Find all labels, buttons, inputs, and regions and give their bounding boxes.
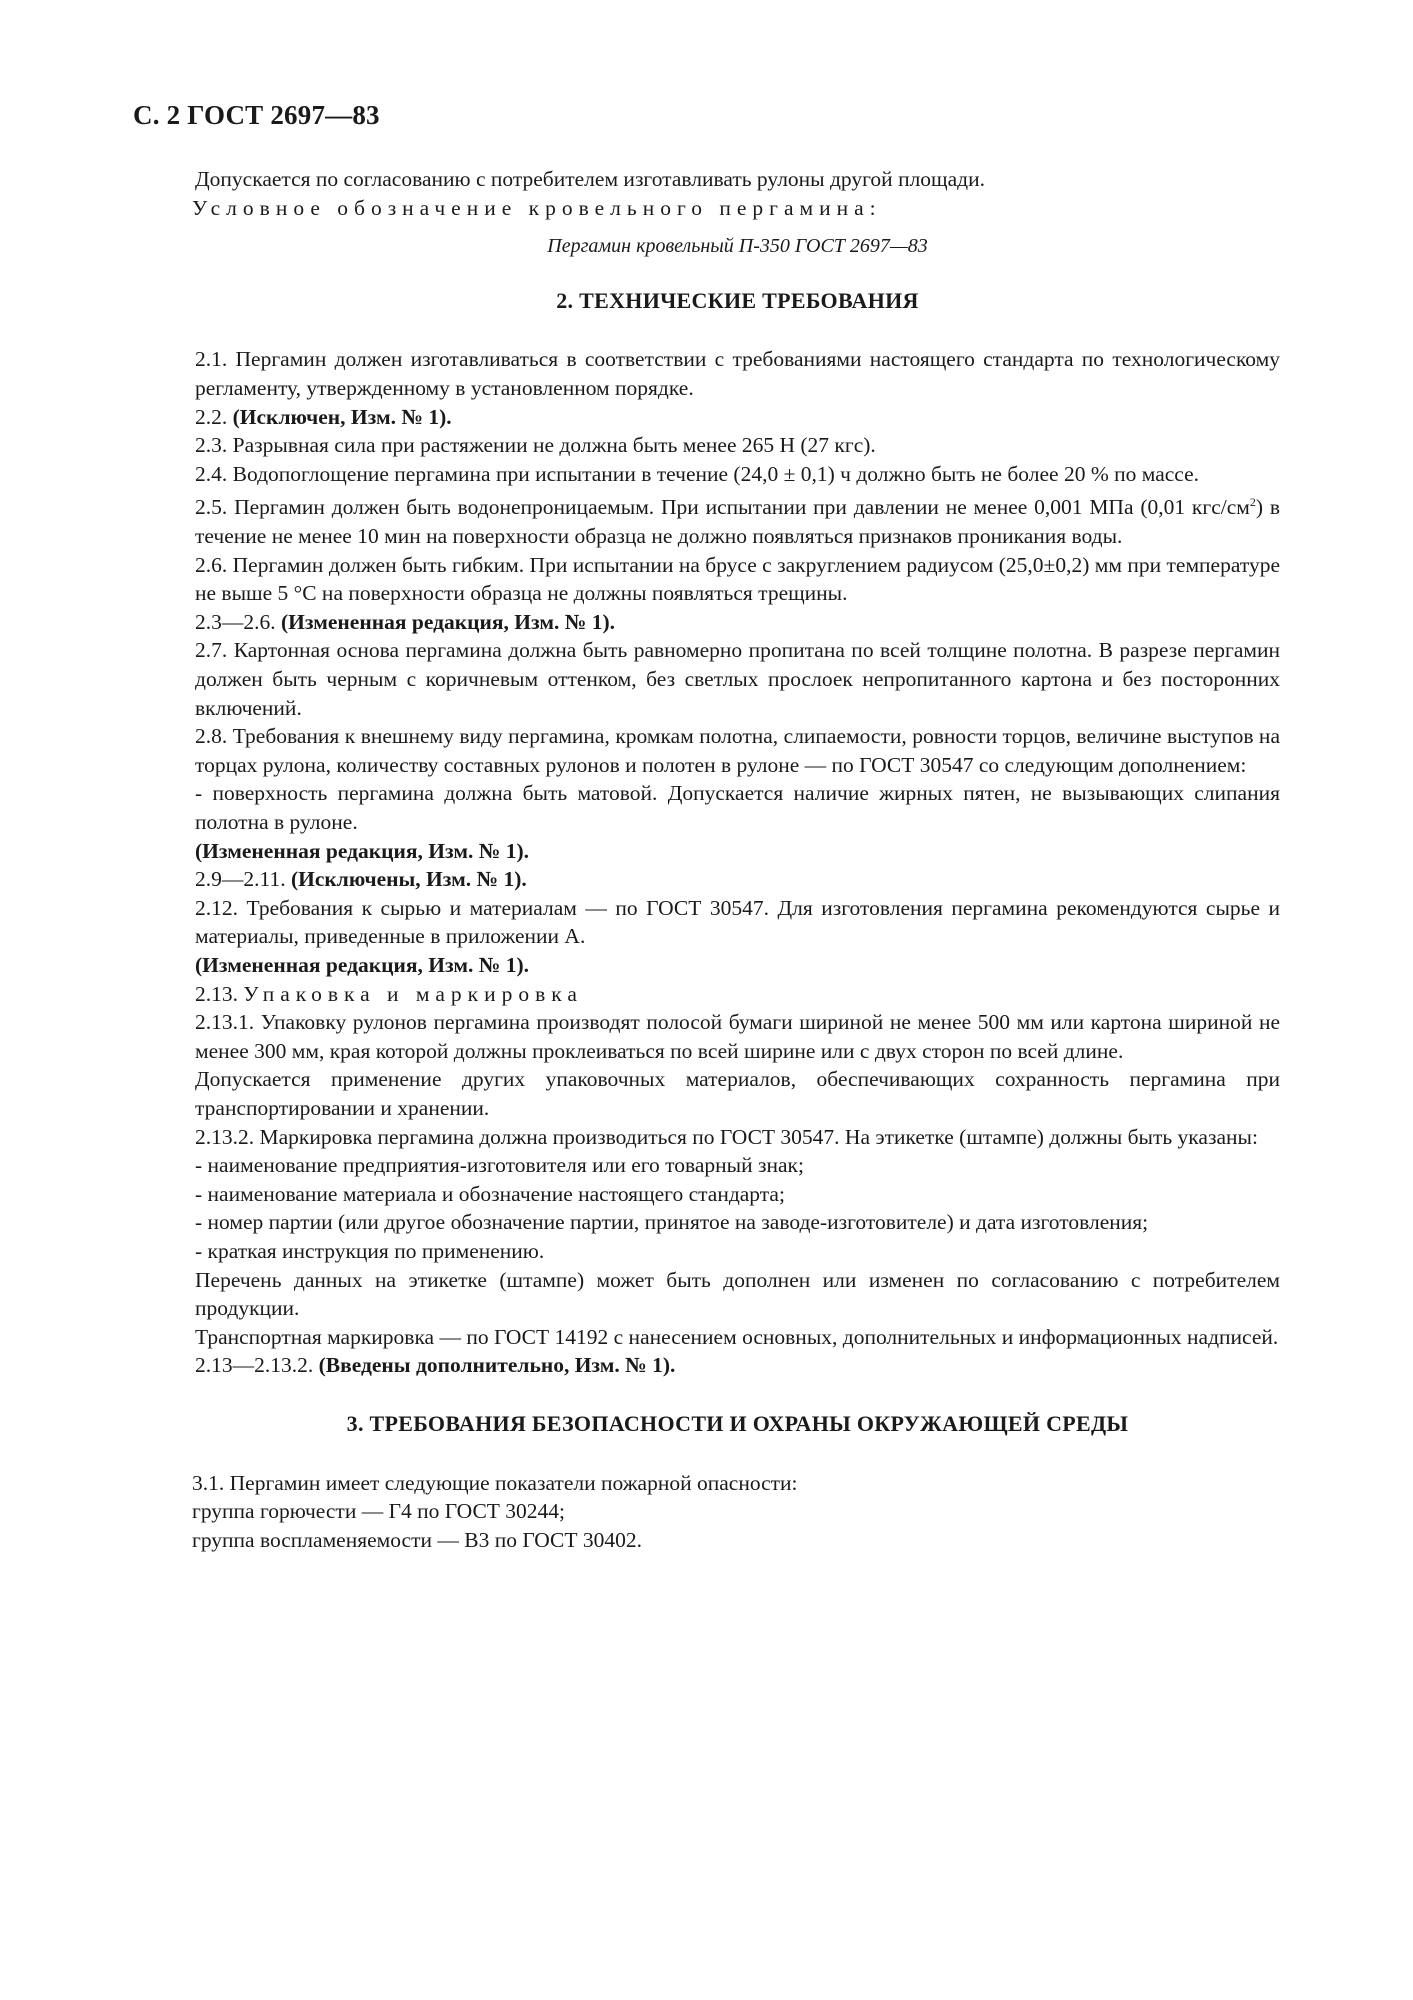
clause-2-8-item: - поверхность пергамина должна быть матовой. Допускается наличие жирных пятен, не вызывающих слипания полотна в рулоне. [195, 781, 1280, 835]
subsection-title: Упаковка и маркировка [243, 981, 583, 1006]
clause-number: 2.13—2.13.2. [195, 1353, 314, 1378]
clause-2-13-2-extra: Перечень данных на этикетке (штампе) может быть дополнен или изменен по согласованию с потребителем продукции. [195, 1267, 1280, 1321]
clause-2-1: 2.1. Пергамин должен изготавливаться в соответствии с требованиями настоящего стандарта по технологическому регламенту, утвержденному в установленном порядке. [195, 347, 1280, 400]
list-item: - номер партии (или другое обозначение партии, принятое на заводе-изготовителе) и дата изготовления; [195, 1210, 1149, 1235]
clause-2-6: 2.6. Пергамин должен быть гибким. При испытании на брусе с закруглением радиусом (25,0±0,2) мм при температуре не выше 5 °С на поверхности образца не должны появляться трещины. [195, 552, 1280, 606]
clause-2-3-2-6-note [195, 608, 1280, 637]
fire-hazard-line: группа горючести — Г4 по ГОСТ 30244; [192, 1499, 566, 1524]
clause-2-7: 2.7. Картонная основа пергамина должна быть равномерно пропитана по всей толщине полотна. В разрезе пергамин должен быть черным с коричневым оттенком, без светлых прослоек непропитанного картона и без посторонних включений. [195, 638, 1280, 720]
amendment-note: (Измененная редакция, Изм. № 1). [195, 838, 529, 863]
clause-number: 2.2. [195, 404, 228, 429]
list-item: - наименование предприятия-изготовителя или его товарный знак; [195, 1153, 804, 1178]
clause-2-3: 2.3. Разрывная сила при растяжении не должна быть менее 265 Н (27 кгс). [195, 433, 876, 458]
list-item: - краткая инструкция по применению. [195, 1238, 545, 1263]
clause-text: 2.5. Пергамин должен быть водонепроницаемым. При испытании при давлении не менее 0,001 МПа (0,01 кгс/см [195, 495, 1250, 520]
designation-example: Пергамин кровельный П-350 ГОСТ 2697—83 [547, 235, 928, 258]
section-2-heading: 2. ТЕХНИЧЕСКИЕ ТРЕБОВАНИЯ [556, 287, 919, 313]
superscript: 2 [1249, 495, 1256, 510]
spacer [195, 1380, 1280, 1410]
list-item: - наименование материала и обозначение настоящего стандарта; [195, 1181, 785, 1206]
clause-2-13-2-extra: Транспортная маркировка — по ГОСТ 14192 с нанесением основных, дополнительных и информационных надписей. [195, 1324, 1279, 1349]
clause-2-13-1: 2.13.1. Упаковку рулонов пергамина производят полосой бумаги шириной не менее 500 мм или картона шириной не менее 300 мм, края которой должны проклеиваться по всей ширине или с двух сторон по всей длине. [195, 1010, 1280, 1063]
clause-2-4: 2.4. Водопоглощение пергамина при испытании в течение (24,0 ± 0,1) ч должно быть не более 20 % по массе. [195, 461, 1200, 486]
clause-2-12: 2.12. Требования к сырью и материалам — по ГОСТ 30547. Для изготовления пергамина рекомендуются сырье и материалы, приведенные в приложении А. [195, 895, 1280, 949]
clause-2-13-1-extra: Допускается применение других упаковочных материалов, обеспечивающих сохранность пергамина при транспортировании и хранении. [195, 1067, 1280, 1120]
running-head: С. 2 ГОСТ 2697—83 [133, 100, 380, 130]
clause-2-13-note [195, 1351, 1280, 1380]
intro-paragraph: Допускается по согласованию с потребителем изготавливать рулоны другой площади. [195, 167, 985, 191]
clause-number: 2.3—2.6. [195, 609, 276, 634]
clause-number: 2.9—2.11. [195, 867, 286, 892]
clause-2-9-2-11 [195, 865, 1280, 894]
amendment-note: (Исключен, Изм. № 1). [232, 404, 452, 429]
amendment-note: (Измененная редакция, Изм. № 1). [195, 953, 529, 977]
amendment-note: (Введены дополнительно, Изм. № 1). [318, 1353, 676, 1378]
clause-2-13 [195, 980, 1280, 1009]
clause-2-13-2: 2.13.2. Маркировка пергамина должна производиться по ГОСТ 30547. На этикетке (штампе) должны быть указаны: [195, 1124, 1258, 1149]
document-body [192, 165, 1280, 1554]
clause-number: 2.13. [195, 981, 238, 1006]
amendment-note: (Исключены, Изм. № 1). [290, 867, 527, 892]
clause-text: ) в течение не менее 10 мин на поверхности образца не должно появляться признаков проникания воды. [195, 495, 1280, 549]
clause-2-5 [195, 488, 1280, 550]
clause-3-1: 3.1. Пергамин имеет следующие показатели пожарной опасности: [192, 1470, 798, 1495]
designation-label: Условное обозначение кровельного пергамина: [192, 195, 882, 220]
clause-2-8: 2.8. Требования к внешнему виду пергамина, кромкам полотна, слипаемости, ровности торцов, величине выступов на торцах рулона, количеству составных рулонов и полотен в рулоне — по ГОСТ 30547 со следующим дополнением: [195, 724, 1280, 777]
section-3-heading: 3. ТРЕБОВАНИЯ БЕЗОПАСНОСТИ И ОХРАНЫ ОКРУЖАЮЩЕЙ СРЕДЫ [346, 1410, 1129, 1436]
clause-2-2 [195, 403, 1280, 432]
amendment-note: (Измененная редакция, Изм. № 1). [281, 609, 615, 634]
fire-hazard-line: группа воспламеняемости — В3 по ГОСТ 30402. [192, 1527, 642, 1552]
